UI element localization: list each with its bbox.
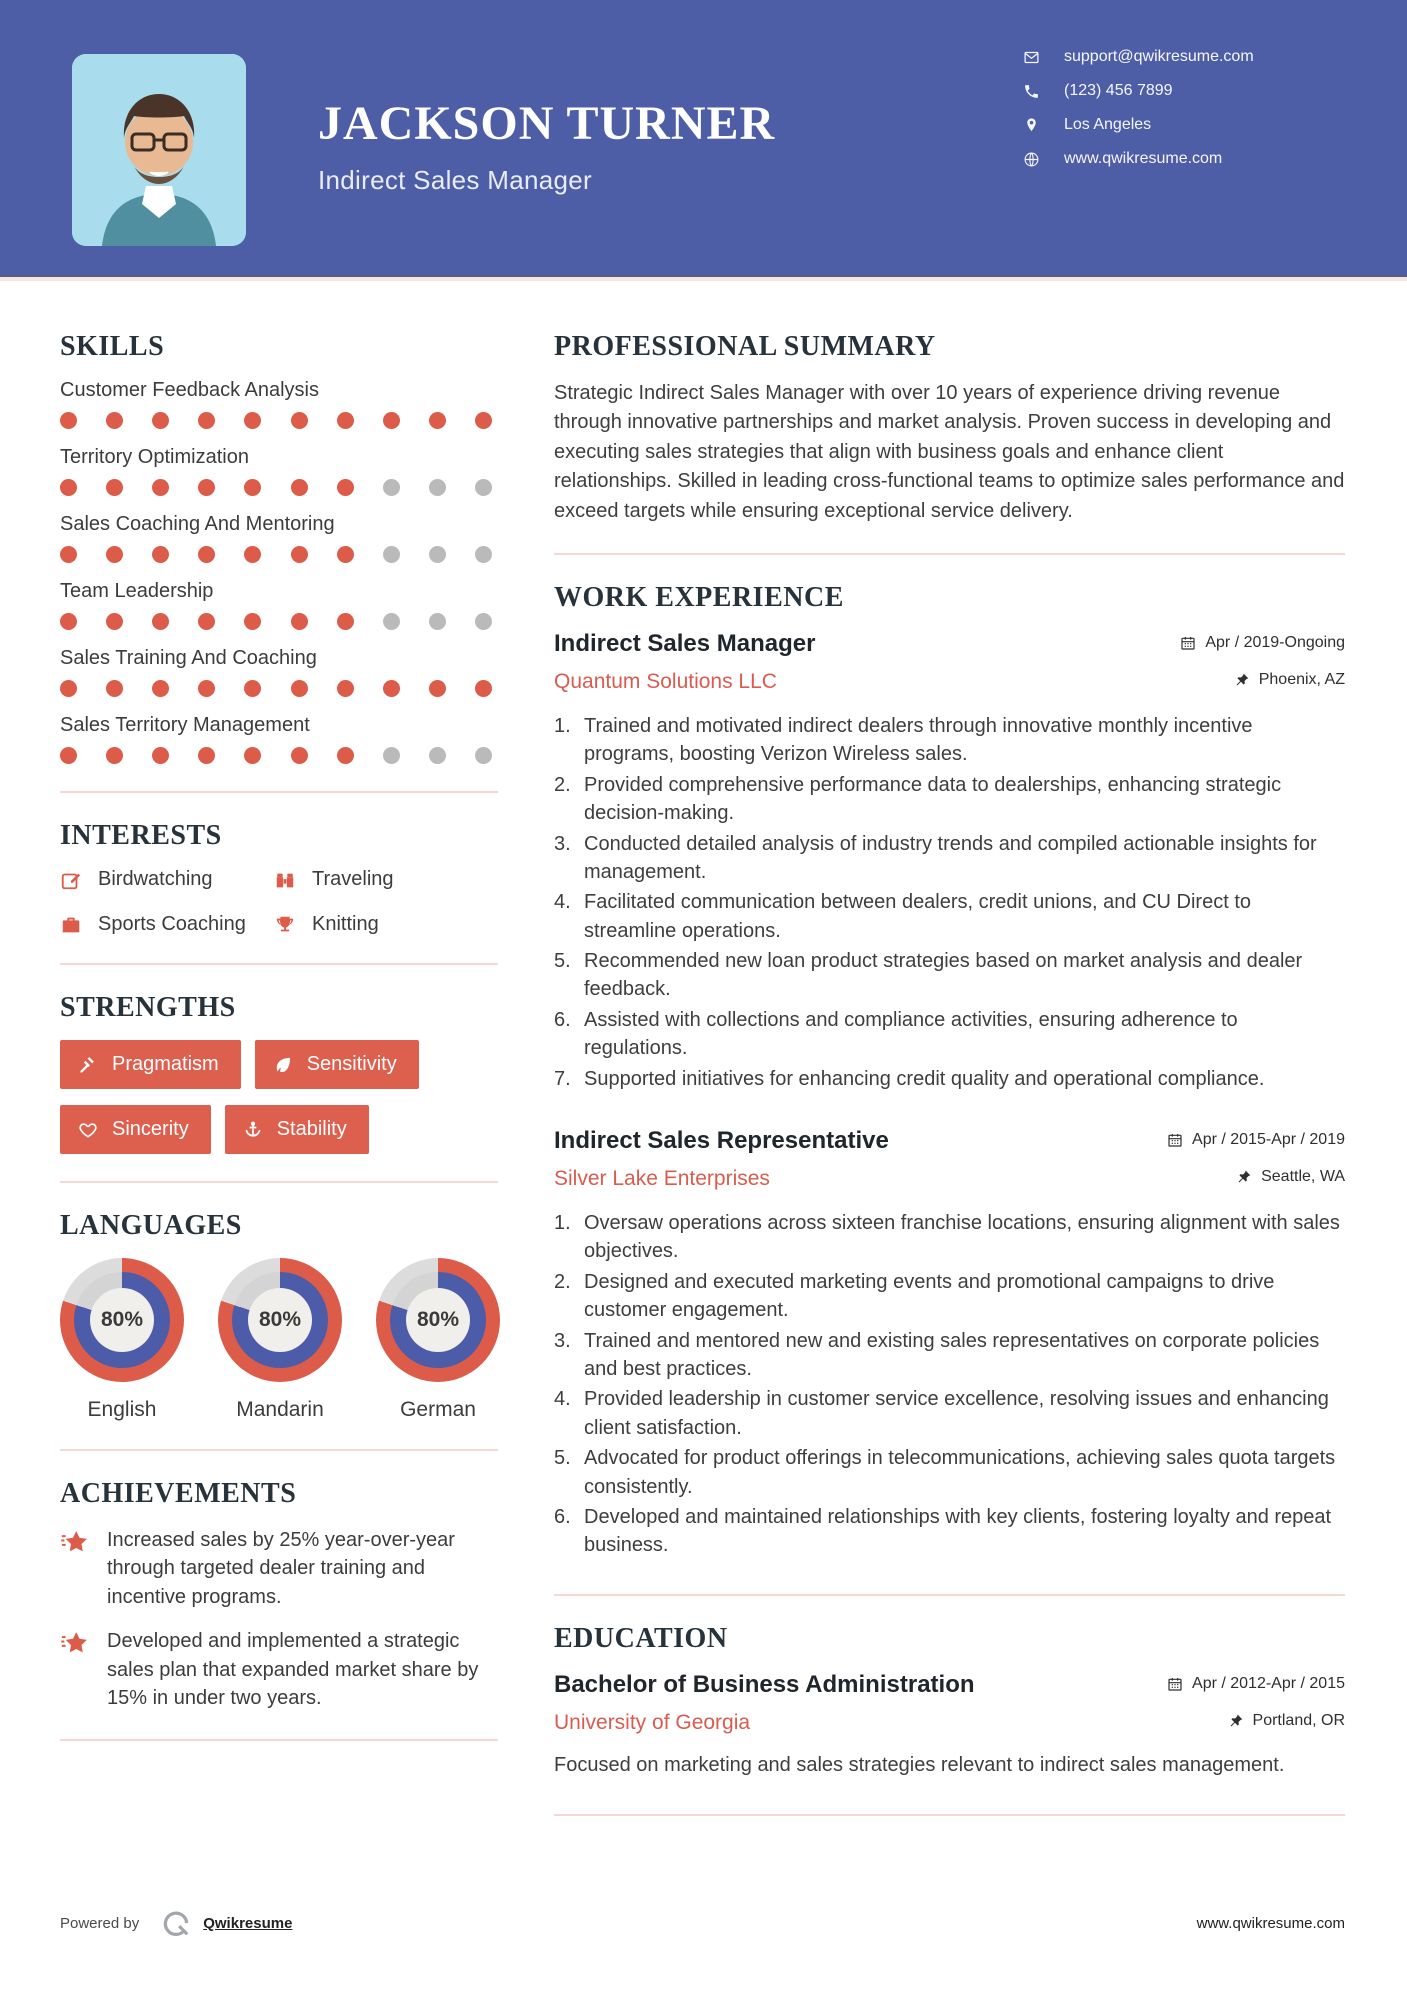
job-location-text: Phoenix, AZ: [1258, 670, 1345, 688]
rating-dot: [60, 613, 77, 630]
education-location: [1228, 1712, 1345, 1730]
rating-dot: [106, 613, 123, 630]
rating-dot: [429, 546, 446, 563]
star-icon: [60, 1528, 90, 1558]
rating-dot: [337, 613, 354, 630]
achievements-section: [60, 1478, 498, 1712]
rating-dot: [291, 546, 308, 563]
strength-label: Sensitivity: [306, 1053, 397, 1075]
job-bullet: Assisted with collections and compliance activities, ensuring adherence to regulations.: [584, 1008, 1238, 1060]
achievement-item: [60, 1526, 498, 1611]
rating-dot: [106, 680, 123, 697]
languages-list: [60, 1258, 498, 1422]
rating-dot: [429, 680, 446, 697]
profile-photo-illustration: [72, 54, 246, 246]
rating-dot: [198, 546, 215, 563]
education-description: Focused on marketing and sales strategies relevant to indirect sales management.: [554, 1753, 1285, 1776]
rating-dot: [106, 412, 123, 429]
language-donut: [376, 1258, 500, 1382]
rating-dot: [337, 680, 354, 697]
skill-rating-dots: [60, 479, 492, 496]
strengths-section: [60, 992, 498, 1154]
school-name: University of Georgia: [554, 1710, 751, 1734]
identity-block: [318, 96, 775, 275]
skill-label: Sales Territory Management: [60, 714, 310, 736]
skills-heading: SKILLS: [60, 331, 165, 362]
rating-dot: [383, 680, 400, 697]
globe-icon: [1023, 151, 1040, 168]
header: [0, 0, 1407, 277]
gavel-icon: [78, 1055, 98, 1075]
rating-dot: [291, 747, 308, 764]
job-bullet: Trained and mentored new and existing sales representatives on corporate policies and best practices.: [584, 1329, 1320, 1380]
page-footer: [0, 1908, 1407, 1990]
strength-badge: [225, 1105, 369, 1154]
contact-item: [1023, 48, 1343, 66]
rating-dot: [475, 747, 492, 764]
languages-section: [60, 1210, 498, 1422]
rating-dot: [429, 479, 446, 496]
interest-item: [274, 913, 498, 936]
language-donut-inner-ring: [390, 1272, 486, 1368]
job-entry: [554, 630, 1345, 1093]
language-label: Mandarin: [236, 1398, 324, 1421]
job-bullet: Facilitated communication between dealers, credit unions, and CU Direct to streamline operations.: [584, 891, 1251, 942]
interest-label: Sports Coaching: [98, 913, 246, 935]
interest-item: [60, 868, 248, 891]
languages-heading: LANGUAGES: [60, 1210, 242, 1241]
strength-badge: [255, 1040, 419, 1089]
language-label: English: [87, 1398, 157, 1421]
rating-dot: [60, 412, 77, 429]
company-name: Quantum Solutions LLC: [554, 669, 777, 693]
language-item: [60, 1258, 184, 1422]
language-percent: 80%: [90, 1288, 154, 1352]
skill-item: [60, 580, 498, 630]
rating-dot: [152, 479, 169, 496]
skill-label: Customer Feedback Analysis: [60, 379, 320, 401]
interests-section: [60, 820, 498, 936]
rating-dot: [244, 680, 261, 697]
rating-dot: [244, 479, 261, 496]
rating-dot: [383, 412, 400, 429]
rating-dot: [475, 479, 492, 496]
rating-dot: [152, 747, 169, 764]
powered-by-label: Powered by: [60, 1914, 140, 1932]
degree-title: Bachelor of Business Administration: [554, 1670, 975, 1698]
skills-list: [60, 379, 498, 764]
rating-dot: [244, 613, 261, 630]
rating-dot: [106, 479, 123, 496]
section-divider: [554, 553, 1345, 555]
rating-dot: [198, 747, 215, 764]
contact-item: [1023, 116, 1343, 134]
language-donut: [218, 1258, 342, 1382]
achievements-heading: ACHIEVEMENTS: [60, 1478, 297, 1509]
interest-label: Traveling: [312, 868, 394, 890]
skill-rating-dots: [60, 546, 492, 563]
rating-dot: [337, 747, 354, 764]
contact-list: [1023, 48, 1343, 275]
summary-section: [554, 331, 1345, 526]
rating-dot: [383, 546, 400, 563]
location-icon: [1023, 117, 1040, 134]
job-bullet-list: [554, 712, 1345, 1093]
language-item: [376, 1258, 500, 1422]
job-dates-text: Apr / 2019-Ongoing: [1205, 633, 1345, 651]
rating-dot: [152, 412, 169, 429]
education-location-text: Portland, OR: [1252, 1711, 1345, 1729]
email-icon: [1023, 49, 1040, 66]
skill-rating-dots: [60, 680, 492, 697]
strength-label: Sincerity: [112, 1118, 189, 1140]
interest-label: Birdwatching: [98, 868, 213, 890]
education-heading: EDUCATION: [554, 1622, 728, 1654]
skill-label: Team Leadership: [60, 580, 214, 602]
language-percent: 80%: [248, 1288, 312, 1352]
job-bullet-list: [554, 1209, 1345, 1560]
education-section: [554, 1623, 1345, 1780]
jobs-list: [554, 630, 1345, 1560]
main-content: [0, 281, 1407, 1908]
skill-label: Territory Optimization: [60, 446, 249, 468]
rating-dot: [152, 613, 169, 630]
person-name: JACKSON TURNER: [318, 97, 776, 150]
achievement-text: Developed and implemented a strategic sales plan that expanded market share by 15% in under two years.: [107, 1630, 479, 1709]
language-donut: [60, 1258, 184, 1382]
left-column: [60, 331, 498, 1768]
rating-dot: [106, 546, 123, 563]
skill-label: Sales Coaching And Mentoring: [60, 513, 335, 535]
star-icon: [60, 1629, 90, 1659]
skill-rating-dots: [60, 747, 492, 764]
section-divider: [554, 1814, 1345, 1816]
achievements-list: [60, 1526, 498, 1712]
rating-dot: [198, 412, 215, 429]
rating-dot: [198, 613, 215, 630]
binoculars-icon: [274, 869, 296, 891]
rating-dot: [475, 546, 492, 563]
rating-dot: [291, 412, 308, 429]
rating-dot: [383, 613, 400, 630]
job-bullet: Developed and maintained relationships with key clients, fostering loyalty and repeat business.: [584, 1505, 1332, 1557]
job-location: [1234, 671, 1345, 689]
interests-heading: INTERESTS: [60, 820, 222, 851]
company-name: Silver Lake Enterprises: [554, 1167, 770, 1191]
heart-icon: [78, 1120, 98, 1140]
qwikresume-logo-icon: [161, 1908, 191, 1938]
language-donut-inner-ring: [232, 1272, 328, 1368]
section-divider: [60, 791, 498, 793]
achievement-text: Increased sales by 25% year-over-year through targeted dealer training and incentive programs.: [107, 1529, 455, 1608]
job-header-row: [554, 1127, 1345, 1155]
rating-dot: [383, 479, 400, 496]
rating-dot: [475, 680, 492, 697]
language-percent: 80%: [406, 1288, 470, 1352]
phone-icon: [1023, 83, 1040, 100]
job-title: Indirect Sales Manager: [554, 629, 816, 657]
rating-dot: [475, 412, 492, 429]
job-header-row: [554, 630, 1345, 658]
interest-item: [274, 868, 498, 891]
contact-text[interactable]: support@qwikresume.com: [1064, 48, 1254, 65]
section-divider: [554, 1594, 1345, 1596]
strength-badge: [60, 1105, 211, 1154]
calendar-icon: [1167, 1132, 1183, 1148]
footer-site-link[interactable]: www.qwikresume.com: [1196, 1914, 1345, 1932]
job-location-text: Seattle, WA: [1261, 1168, 1345, 1186]
skill-rating-dots: [60, 412, 492, 429]
contact-text: (123) 456 7899: [1064, 82, 1173, 99]
rating-dot: [291, 613, 308, 630]
job-bullet: Provided leadership in customer service excellence, resolving issues and enhancing client satisfaction.: [584, 1388, 1329, 1439]
right-column: [554, 331, 1345, 1843]
pushpin-icon: [1236, 1169, 1252, 1185]
contact-text: Los Angeles: [1064, 116, 1152, 133]
section-divider: [60, 963, 498, 965]
language-label: German: [400, 1398, 476, 1421]
education-entry: [554, 1671, 1345, 1780]
interest-item: [60, 913, 248, 936]
achievement-item: [60, 1627, 498, 1712]
job-location: [1236, 1168, 1345, 1186]
rating-dot: [152, 546, 169, 563]
job-dates: [1180, 634, 1345, 652]
rating-dot: [60, 747, 77, 764]
trophy-icon: [274, 914, 296, 936]
rating-dot: [429, 613, 446, 630]
skill-item: [60, 714, 498, 764]
rating-dot: [291, 479, 308, 496]
skill-rating-dots: [60, 613, 492, 630]
edit-icon: [60, 869, 82, 891]
job-bullet: Oversaw operations across sixteen franchise locations, ensuring alignment with sales objectives.: [584, 1212, 1340, 1263]
rating-dot: [337, 479, 354, 496]
skill-item: [60, 379, 498, 429]
job-bullet: Advocated for product offerings in telecommunications, achieving sales quota targets consistently.: [584, 1447, 1336, 1498]
summary-text: Strategic Indirect Sales Manager with over 10 years of experience driving revenue through innovative partnerships and market analysis. Proven success in developing and executing sales strategies that align with business goals and enhance client relationships. Skilled in leading cross-functional teams to optimize sales performance and exceed targets while ensuring exceptional service delivery.: [554, 382, 1345, 522]
strength-badge: [60, 1040, 241, 1089]
calendar-icon: [1167, 1676, 1183, 1692]
rating-dot: [106, 747, 123, 764]
rating-dot: [291, 680, 308, 697]
job-subheader-row: [554, 1167, 1345, 1191]
job-bullet: Supported initiatives for enhancing credit quality and operational compliance.: [584, 1067, 1265, 1090]
rating-dot: [383, 747, 400, 764]
section-divider: [60, 1739, 498, 1741]
skill-item: [60, 647, 498, 697]
rating-dot: [60, 479, 77, 496]
contact-item: [1023, 150, 1343, 168]
calendar-icon: [1180, 635, 1196, 651]
skills-section: [60, 331, 498, 764]
job-dates-text: Apr / 2015-Apr / 2019: [1192, 1131, 1345, 1149]
job-title: Indirect Sales Representative: [554, 1127, 889, 1155]
summary-heading: PROFESSIONAL SUMMARY: [554, 331, 936, 362]
skill-label: Sales Training And Coaching: [60, 647, 317, 669]
skill-item: [60, 513, 498, 563]
leaf-icon: [273, 1055, 293, 1075]
rating-dot: [337, 546, 354, 563]
language-donut-inner-ring: [74, 1272, 170, 1368]
rating-dot: [429, 747, 446, 764]
rating-dot: [198, 479, 215, 496]
strengths-list: [60, 1040, 498, 1154]
rating-dot: [244, 412, 261, 429]
language-item: [218, 1258, 342, 1422]
education-dates: [1167, 1675, 1345, 1693]
rating-dot: [429, 412, 446, 429]
job-bullet: Provided comprehensive performance data to dealerships, enhancing strategic decision-making.: [584, 773, 1282, 825]
contact-text[interactable]: www.qwikresume.com: [1064, 150, 1223, 167]
work-experience-section: [554, 582, 1345, 1560]
job-bullet: Recommended new loan product strategies based on market analysis and dealer feedback.: [584, 950, 1303, 1001]
rating-dot: [475, 613, 492, 630]
rating-dot: [60, 546, 77, 563]
rating-dot: [244, 546, 261, 563]
interest-label: Knitting: [312, 913, 379, 935]
work-experience-heading: WORK EXPERIENCE: [554, 581, 844, 613]
profile-photo: [72, 54, 246, 246]
person-job-title: Indirect Sales Manager: [318, 165, 592, 195]
job-bullet: Designed and executed marketing events and promotional campaigns to drive customer engagement.: [584, 1270, 1275, 1322]
strength-label: Stability: [276, 1118, 347, 1140]
job-subheader-row: [554, 670, 1345, 694]
rating-dot: [60, 680, 77, 697]
job-bullet: Conducted detailed analysis of industry trends and compiled actionable insights for management.: [584, 832, 1317, 883]
interests-list: [60, 868, 498, 936]
job-bullet: Trained and motivated indirect dealers through innovative monthly incentive programs, boosting Verizon Wireless sales.: [584, 714, 1253, 766]
strengths-heading: STRENGTHS: [60, 992, 236, 1023]
section-divider: [60, 1449, 498, 1451]
rating-dot: [337, 412, 354, 429]
strength-label: Pragmatism: [112, 1053, 219, 1075]
contact-item: [1023, 82, 1343, 100]
qwikresume-link[interactable]: Qwikresume: [203, 1914, 293, 1932]
job-dates: [1167, 1131, 1345, 1149]
briefcase-icon: [60, 914, 82, 936]
anchor-icon: [243, 1120, 263, 1140]
education-dates-text: Apr / 2012-Apr / 2015: [1192, 1674, 1345, 1692]
rating-dot: [244, 747, 261, 764]
job-entry: [554, 1127, 1345, 1560]
section-divider: [60, 1181, 498, 1183]
skill-item: [60, 446, 498, 496]
pushpin-icon: [1228, 1713, 1244, 1729]
rating-dot: [152, 680, 169, 697]
pushpin-icon: [1234, 672, 1250, 688]
rating-dot: [198, 680, 215, 697]
